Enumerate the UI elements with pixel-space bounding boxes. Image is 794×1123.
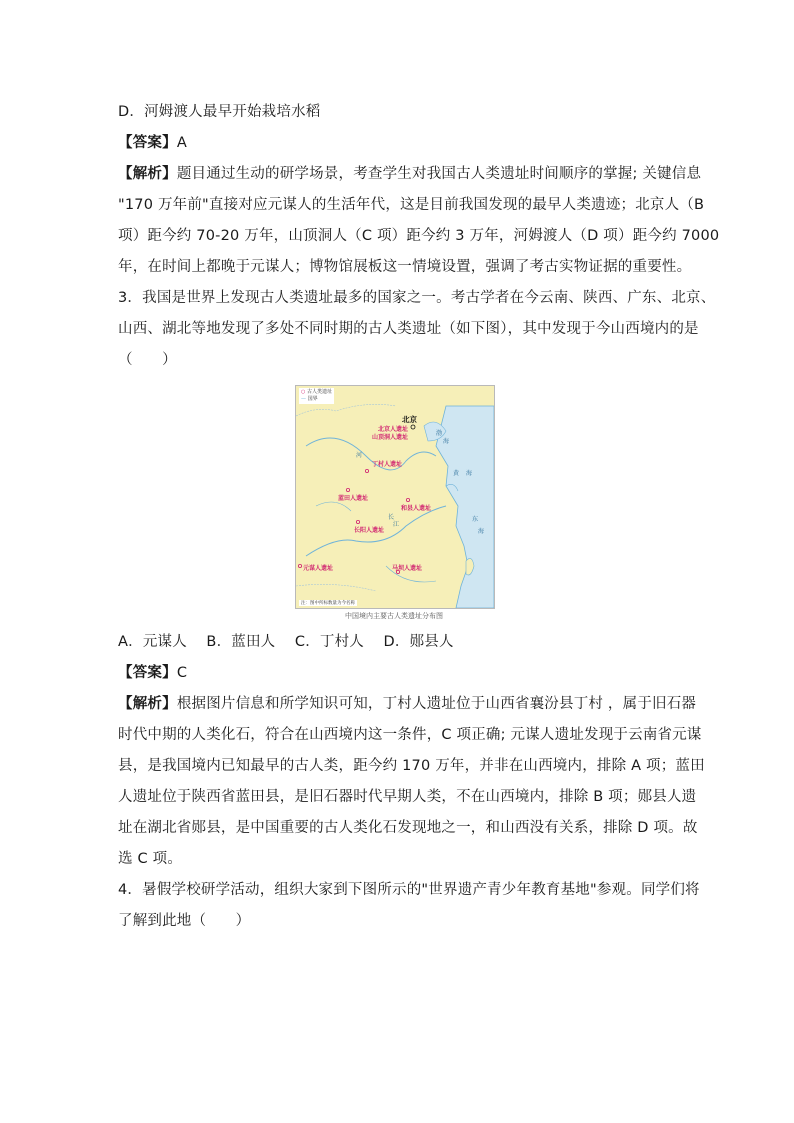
q3-analysis-line-1 <box>118 694 696 714</box>
q3-stem-line-3: （ ） <box>118 352 177 368</box>
q4-stem-line-1: 4．暑假学校研学活动，组织大家到下图所示的"世界遗产青少年教育基地"参观。同学们将 <box>118 882 700 898</box>
q2-analysis-line-3: 项）距今约 70-20 万年，山顶洞人（C 项）距今约 3 万年，河姆渡人（D 项）距今约 7000 <box>118 228 720 244</box>
site-beijingren: 北京人遗址 <box>378 426 409 433</box>
sea-label-hai-2: 海 <box>466 470 473 477</box>
q3-options: A．元谋人 B．蓝田人 C．丁村人 D．郧县人 <box>118 634 454 650</box>
analysis-tag: 【解析】 <box>118 166 177 182</box>
q3-stem-line-2: 山西、湖北等地发现了多处不同时期的古人类遗址（如下图），其中发现于今山西境内的是 <box>118 321 699 337</box>
q3-analysis-line-3: 县，是我国境内已知最早的古人类，距今约 170 万年，并非在山西境内，排除 A 项；蓝田 <box>118 758 705 774</box>
river-label-he: 河 <box>356 452 363 459</box>
site-changyang: 长阳人遗址 <box>354 527 385 534</box>
river-label-jiang: 江 <box>393 521 400 528</box>
map-city-beijing: 北京 <box>402 415 417 424</box>
q3-analysis-line-5: 址在湖北省郧县，是中国重要的古人类化石发现地之一，和山西没有关系，排除 D 项。故 <box>118 820 698 836</box>
map-graphic <box>296 386 494 608</box>
map-legend <box>299 388 334 404</box>
sea-label-bo: 渤 <box>436 430 443 437</box>
q3-answer <box>118 663 187 683</box>
site-maba: 马坝人遗址 <box>392 565 423 572</box>
analysis-tag: 【解析】 <box>118 696 177 712</box>
analysis-text: 题目通过生动的研学场景，考查学生对我国古人类遗址时间顺序的掌握; 关键信息 <box>176 166 702 182</box>
q3-analysis-line-4: 人遗址位于陕西省蓝田县，是旧石器时代早期人类，不在山西境内，排除 B 项；郧县人遗 <box>118 789 697 805</box>
answer-tag: 【答案】 <box>118 135 177 151</box>
sea-label-hai-3: 海 <box>478 528 485 535</box>
q2-analysis-line-2: "170 万年前"直接对应元谋人的生活年代，这是目前我国发现的最早人类遗迹；北京人（B <box>118 197 705 213</box>
site-lantian: 蓝田人遗址 <box>338 495 369 502</box>
site-hexian: 和县人遗址 <box>401 505 432 512</box>
q2-answer <box>118 133 187 153</box>
q2-analysis-line-4: 年，在时间上都晚于元谋人；博物馆展板这一情境设置，强调了考古实物证据的重要性。 <box>118 259 692 275</box>
answer-value: C <box>176 665 188 681</box>
q3-analysis-line-2: 时代中期的人类化石，符合在山西境内这一条件，C 项正确; 元谋人遗址发现于云南省元谋 <box>118 727 702 743</box>
sea-label-dong: 东 <box>472 516 479 523</box>
answer-value: A <box>176 135 187 151</box>
site-dingcun: 丁村人遗址 <box>372 461 403 468</box>
river-label-chang: 长 <box>388 514 395 521</box>
analysis-text: 根据图片信息和所学知识可知，丁村人遗址位于山西省襄汾县丁村 ，属于旧石器 <box>176 696 697 712</box>
q2-analysis-line-1 <box>118 164 701 184</box>
sea-label-huang: 黄 <box>453 470 460 477</box>
q4-stem-line-2: 了解到此地（ ） <box>118 913 251 929</box>
legend-site: ○ 古人类遗址 <box>301 389 332 395</box>
map-note: 注：图中所标数量为今名称 <box>301 601 355 606</box>
ancient-sites-map <box>295 385 495 609</box>
legend-border: — 国界 <box>301 396 318 402</box>
map-caption: 中国境内主要古人类遗址分布图 <box>345 612 443 620</box>
q3-analysis-line-6: 选 C 项。 <box>118 851 183 867</box>
answer-tag: 【答案】 <box>118 665 177 681</box>
sea-label-hai-1: 海 <box>443 438 450 445</box>
q2-option-d: D．河姆渡人最早开始栽培水稻 <box>118 104 321 120</box>
site-yuanmou: 元谋人遗址 <box>303 565 334 572</box>
q3-stem-line-1: 3．我国是世界上发现古人类遗址最多的国家之一。考古学者在今云南、陕西、广东、北京、 <box>118 290 716 306</box>
site-shandingdong: 山顶洞人遗址 <box>372 434 409 441</box>
